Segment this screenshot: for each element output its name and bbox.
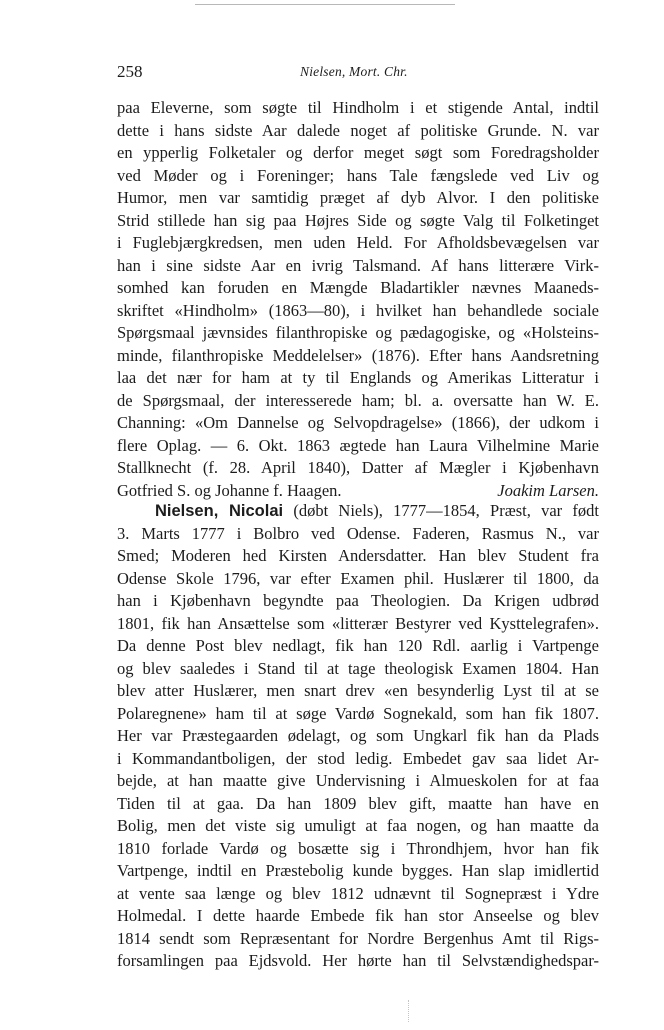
text-line: somhed kan foruden en Mængde Bladartikler nævnes Maaneds- (117, 278, 599, 297)
text-line: i Fuglebjærgkredsen, men uden Held. For Afholdsbevægelsen var (117, 233, 599, 252)
top-rule (195, 4, 455, 5)
text-line: forsamlingen paa Ejdsvold. Her hørte han til Selvstændighedspar- (117, 951, 599, 970)
entry-title: Nielsen, Nicolai (155, 502, 284, 520)
text-line: flere Oplag. — 6. Okt. 1863 ægtede han Laura Vilhelmine Marie (117, 435, 599, 455)
text-line: Da denne Post blev nedlagt, fik han 120 Rdl. aarlig i Vartpenge (117, 636, 599, 655)
text-line: 1814 sendt som Repræsentant for Nordre Bergenhus Amt til Rigs- (117, 928, 599, 948)
text-line: Humor, men var samtidig præget af dyb Alvor. I den politiske (117, 188, 599, 207)
text-line: ved Møder og i Foreninger; hans Tale fængslede ved Liv og (117, 165, 599, 185)
page-number: 258 (117, 62, 143, 81)
text-line: Odense Skole 1796, var efter Examen phil. Huslærer til 1800, da (117, 568, 599, 588)
text-line: Bolig, men det viste sig umuligt at faa nogen, og han maatte da (117, 816, 599, 835)
text-line: 3. Marts 1777 i Bolbro ved Odense. Faderen, Rasmus N., var (117, 523, 599, 543)
text-line: 1801, fik han Ansættelse som «litterær Bestyrer ved Kysttelegrafen». (117, 613, 599, 633)
text-line: dette i hans sidste Aar dalede noget af politiske Grunde. N. var (117, 120, 599, 140)
text-line: Smed; Moderen hed Kirsten Andersdatter. Han blev Student fra (117, 546, 599, 565)
text-line: paa Eleverne, som søgte til Hindholm i et stigende Antal, indtil (117, 98, 599, 117)
text-line: Polaregnene» ham til at søge Vardø Sognekald, som han fik 1807. (117, 703, 599, 723)
author-signature: Joakim Larsen. (497, 480, 599, 500)
text-line: Spørgsmaal jævnsides filanthropiske og pædagogiske, og «Holsteins- (117, 323, 599, 342)
closing-text: Gotfried S. og Johanne f. Haagen. (117, 480, 342, 500)
text-line: og blev saaledes i Stand til at tage theologisk Examen 1804. Han (117, 658, 599, 678)
text-line: Her var Præstegaarden ødelagt, og som Ungkarl fik han da Plads (117, 726, 599, 745)
text-line: at vente saa længe og blev 1812 udnævnt til Sognepræst i Ydre (117, 883, 599, 903)
text-line: Channing: «Om Dannelse og Selvopdragelse» (1866), der udkom i (117, 413, 599, 432)
text-line: blev atter Huslærer, men snart drev «en besynderlig Lyst til at se (117, 681, 599, 700)
text-line: laa det nær for ham at ty til Englands og Amerikas Litteratur i (117, 368, 599, 387)
text-line: skriftet «Hindholm» (1863—80), i hvilket han behandlede sociale (117, 300, 599, 320)
running-head: Nielsen, Mort. Chr. (300, 64, 408, 79)
entry-first-line (117, 500, 599, 523)
text-line: han i Kjøbenhavn begyndte paa Theologien. Da Krigen udbrød (117, 591, 599, 610)
text-line: Tiden til at gaa. Da han 1809 blev gift, maatte han have en (117, 793, 599, 813)
text-line: Vartpenge, indtil en Præstebolig kunde bygges. Han slap imidlertid (117, 861, 599, 880)
text-line: bejde, at han maatte give Undervisning i Almueskolen for at faa (117, 771, 599, 790)
text-line: de Spørgsmaal, der interesserede ham; bl. a. oversatte han W. E. (117, 390, 599, 410)
article-nicolai-nielsen (117, 500, 599, 973)
text-line: Holmedal. I dette haarde Embede fik han stor Anseelse og blev (117, 906, 599, 925)
text-line: en ypperlig Folketaler og derfor meget søgt som Foredragsholder (117, 143, 599, 162)
text-line: han i sine sidste Aar en ivrig Talsmand. Af hans litterære Virk- (117, 255, 599, 275)
text-line: i Kommandantboligen, der stod ledig. Embedet gav saa lidet Ar- (117, 748, 599, 768)
text-line: 1810 forlade Vardø og bosætte sig i Throndhjem, hvor han fik (117, 838, 599, 858)
article-mort-chr-nielsen (117, 97, 599, 502)
closing-line (117, 480, 599, 503)
text-line: Strid stillede han sig paa Højres Side og søgte Valg til Folketinget (117, 210, 599, 230)
text-line: Stallknecht (f. 28. April 1840), Datter af Mægler i Kjøbenhavn (117, 458, 599, 477)
bottom-crease-mark (408, 1000, 410, 1022)
text-line: minde, filanthropiske Meddelelser» (1876). Efter hans Aandsretning (117, 345, 599, 365)
entry-first-line-text: (døbt Niels), 1777—1854, Præst, var født (283, 501, 599, 520)
